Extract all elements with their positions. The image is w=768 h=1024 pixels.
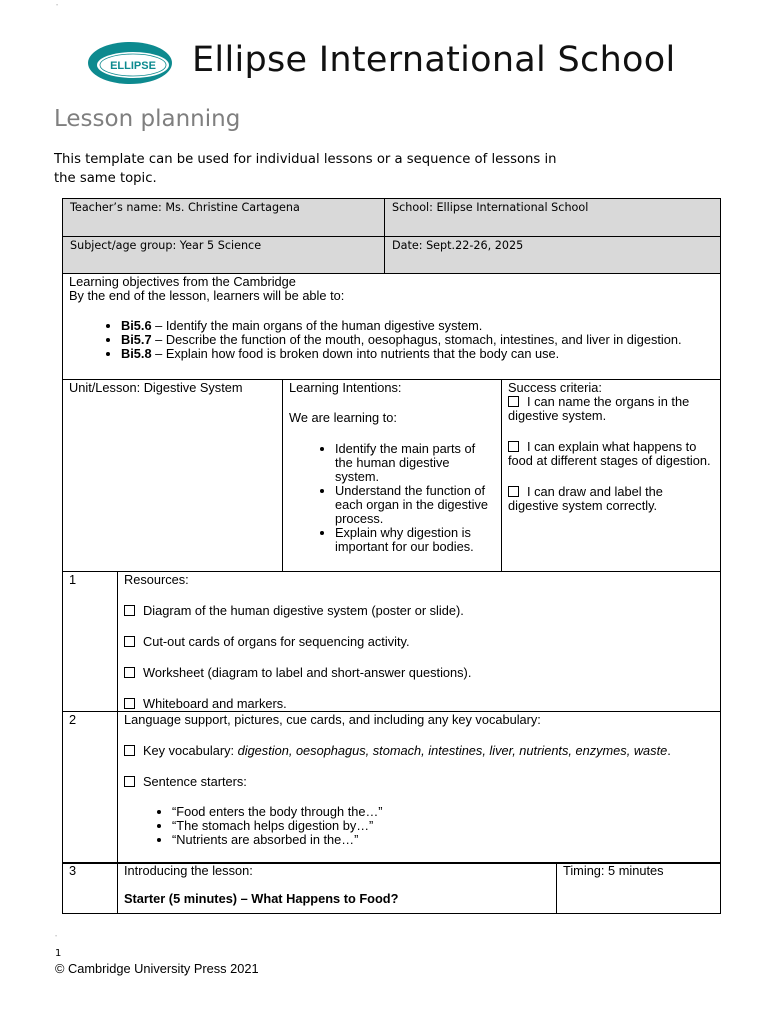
logo-text: ELLIPSE: [110, 60, 156, 72]
page-title: Lesson planning: [54, 106, 241, 132]
resources-cell: [118, 572, 721, 712]
decorative-mark: •: [55, 934, 58, 940]
resource-item: Diagram of the human digestive system (poster or slide).: [124, 604, 720, 618]
school-name: Ellipse International School: [192, 40, 676, 80]
intentions-title: Learning Intentions:: [289, 380, 402, 395]
objective-item: • Bi5.7 – Describe the function of the mouth, oesophagus, stomach, intestines, and liver in digestion.: [121, 333, 720, 347]
language-support-title: Language support, pictures, cue cards, and including any key vocabulary:: [124, 712, 541, 727]
school-header: [86, 38, 706, 90]
intention-item: • Understand the function of each organ in the digestive process.: [335, 484, 495, 526]
objectives-heading: Learning objectives from the Cambridge: [69, 274, 296, 289]
page-number: 1: [55, 948, 62, 959]
unit-label: Unit/Lesson: Digestive System: [69, 380, 243, 395]
row-number: 3: [63, 863, 118, 914]
checkbox-icon: [508, 396, 519, 407]
row-number: 2: [63, 712, 118, 864]
introducing-cell: [118, 863, 557, 914]
plan-rows-table: [62, 571, 721, 864]
row-number: 1: [63, 572, 118, 712]
checkbox-icon: [124, 605, 135, 616]
checkbox-icon: [124, 698, 135, 709]
intentions-list: [289, 442, 495, 554]
checkbox-icon: [124, 745, 135, 756]
intention-item: • Explain why digestion is important for our bodies.: [335, 526, 495, 554]
intentions-cell: [283, 380, 502, 572]
unit-table: [62, 379, 721, 572]
checkbox-icon: [124, 636, 135, 647]
intention-item: • Identify the main parts of the human digestive system.: [335, 442, 495, 484]
starter-item: • “The stomach helps digestion by…”: [172, 819, 720, 833]
introducing-title: Introducing the lesson:: [124, 863, 253, 878]
success-item: I can draw and label the digestive system correctly.: [508, 484, 663, 513]
intro-row-table: [62, 862, 721, 914]
sentence-starters-list: [124, 805, 720, 847]
resource-item: Cut-out cards of organs for sequencing activity.: [124, 635, 720, 649]
checkbox-icon: [124, 667, 135, 678]
success-item: I can name the organs in the digestive system.: [508, 394, 690, 423]
success-item: I can explain what happens to food at different stages of digestion.: [508, 439, 711, 468]
copyright: © Cambridge University Press 2021: [55, 961, 259, 976]
subject-cell: Subject/age group: Year 5 Science: [63, 237, 385, 274]
objectives-cell: [63, 274, 721, 380]
ellipse-logo: [86, 40, 174, 86]
checkbox-icon: [124, 776, 135, 787]
resource-item: Whiteboard and markers.: [124, 697, 720, 711]
language-support-cell: [118, 712, 721, 864]
unit-cell: [63, 380, 283, 572]
starters-item: Sentence starters:: [124, 775, 720, 789]
intro-text: This template can be used for individual lessons or a sequence of lessons in the same topic.: [54, 152, 557, 186]
starter-activity: Starter (5 minutes) – What Happens to Food?: [124, 891, 399, 906]
date-cell: Date: Sept.22-26, 2025: [385, 237, 721, 274]
intentions-lead: We are learning to:: [289, 410, 397, 425]
info-table: [62, 198, 721, 380]
school-cell: School: Ellipse International School: [385, 199, 721, 237]
decorative-mark: •: [56, 3, 59, 9]
resources-title: Resources:: [124, 572, 189, 587]
objectives-lead: By the end of the lesson, learners will be able to:: [69, 288, 345, 303]
objective-item: • Bi5.8 – Explain how food is broken down into nutrients that the body can use.: [121, 347, 720, 361]
vocab-item: Key vocabulary: digestion, oesophagus, stomach, intestines, liver, nutrients, enzymes, waste.: [124, 744, 720, 758]
resource-item: Worksheet (diagram to label and short-answer questions).: [124, 666, 720, 680]
checkbox-icon: [508, 441, 519, 452]
objective-item: • Bi5.6 – Identify the main organs of the human digestive system.: [121, 319, 720, 333]
success-title: Success criteria:: [508, 380, 602, 395]
objectives-list: [69, 319, 720, 361]
success-criteria-cell: [502, 380, 721, 572]
starter-item: • “Nutrients are absorbed in the…”: [172, 833, 720, 847]
checkbox-icon: [508, 486, 519, 497]
teacher-name-cell: Teacher’s name: Ms. Christine Cartagena: [63, 199, 385, 237]
timing-cell: Timing: 5 minutes: [557, 863, 721, 914]
starter-item: • “Food enters the body through the…”: [172, 805, 720, 819]
